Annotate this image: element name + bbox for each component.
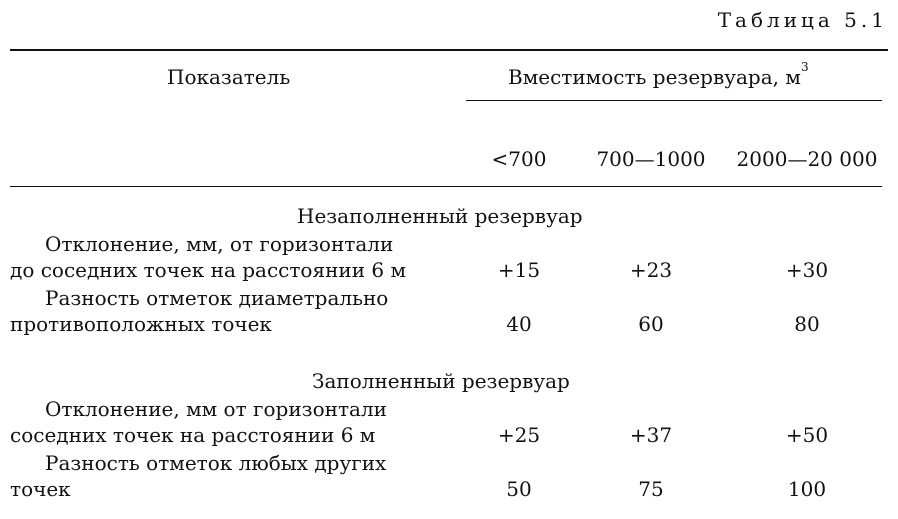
row-label-line1: Отклонение, мм от горизонтали [45, 397, 387, 421]
row-label-line2: точек [10, 477, 71, 501]
table-cell: +30 [785, 258, 829, 282]
row-label-line1: Разность отметок диаметрально [45, 286, 389, 310]
row-label-line2: соседних точек на расстоянии 6 м [10, 423, 376, 447]
table-cell: +50 [785, 423, 829, 447]
table-cell: 60 [638, 312, 664, 336]
table-cell: +23 [629, 258, 673, 282]
table-cell: 80 [794, 312, 820, 336]
row-label-line1: Отклонение, мм, от горизонтали [45, 232, 394, 256]
header-rule [10, 186, 882, 187]
capacity-header [508, 60, 809, 89]
column-header-1: <700 [491, 147, 547, 171]
table-cell: +37 [629, 423, 673, 447]
table-cell: +25 [497, 423, 541, 447]
top-rule [10, 49, 888, 51]
row-label-line1: Разность отметок любых других [45, 451, 387, 475]
row-label-line2: до соседних точек на расстоянии 6 м [10, 258, 407, 282]
row-label-line2: противоположных точек [10, 312, 272, 336]
section-title-filled: Заполненный резервуар [312, 369, 570, 393]
column-header-2: 700—1000 [596, 147, 706, 171]
table-cell: 75 [638, 477, 664, 501]
column-header-3: 2000—20 000 [736, 147, 878, 171]
table-cell: 50 [506, 477, 532, 501]
section-title-unfilled: Незаполненный резервуар [297, 204, 583, 228]
table-cell: +15 [497, 258, 541, 282]
capacity-subrule [466, 100, 882, 101]
capacity-unit-exponent: 3 [800, 60, 809, 74]
table-cell: 40 [506, 312, 532, 336]
indicator-header: Показатель [167, 65, 291, 89]
capacity-header-text: Вместимость резервуара, м [508, 65, 801, 89]
table-cell: 100 [787, 477, 827, 501]
table-title: Таблица 5.1 [717, 8, 888, 32]
